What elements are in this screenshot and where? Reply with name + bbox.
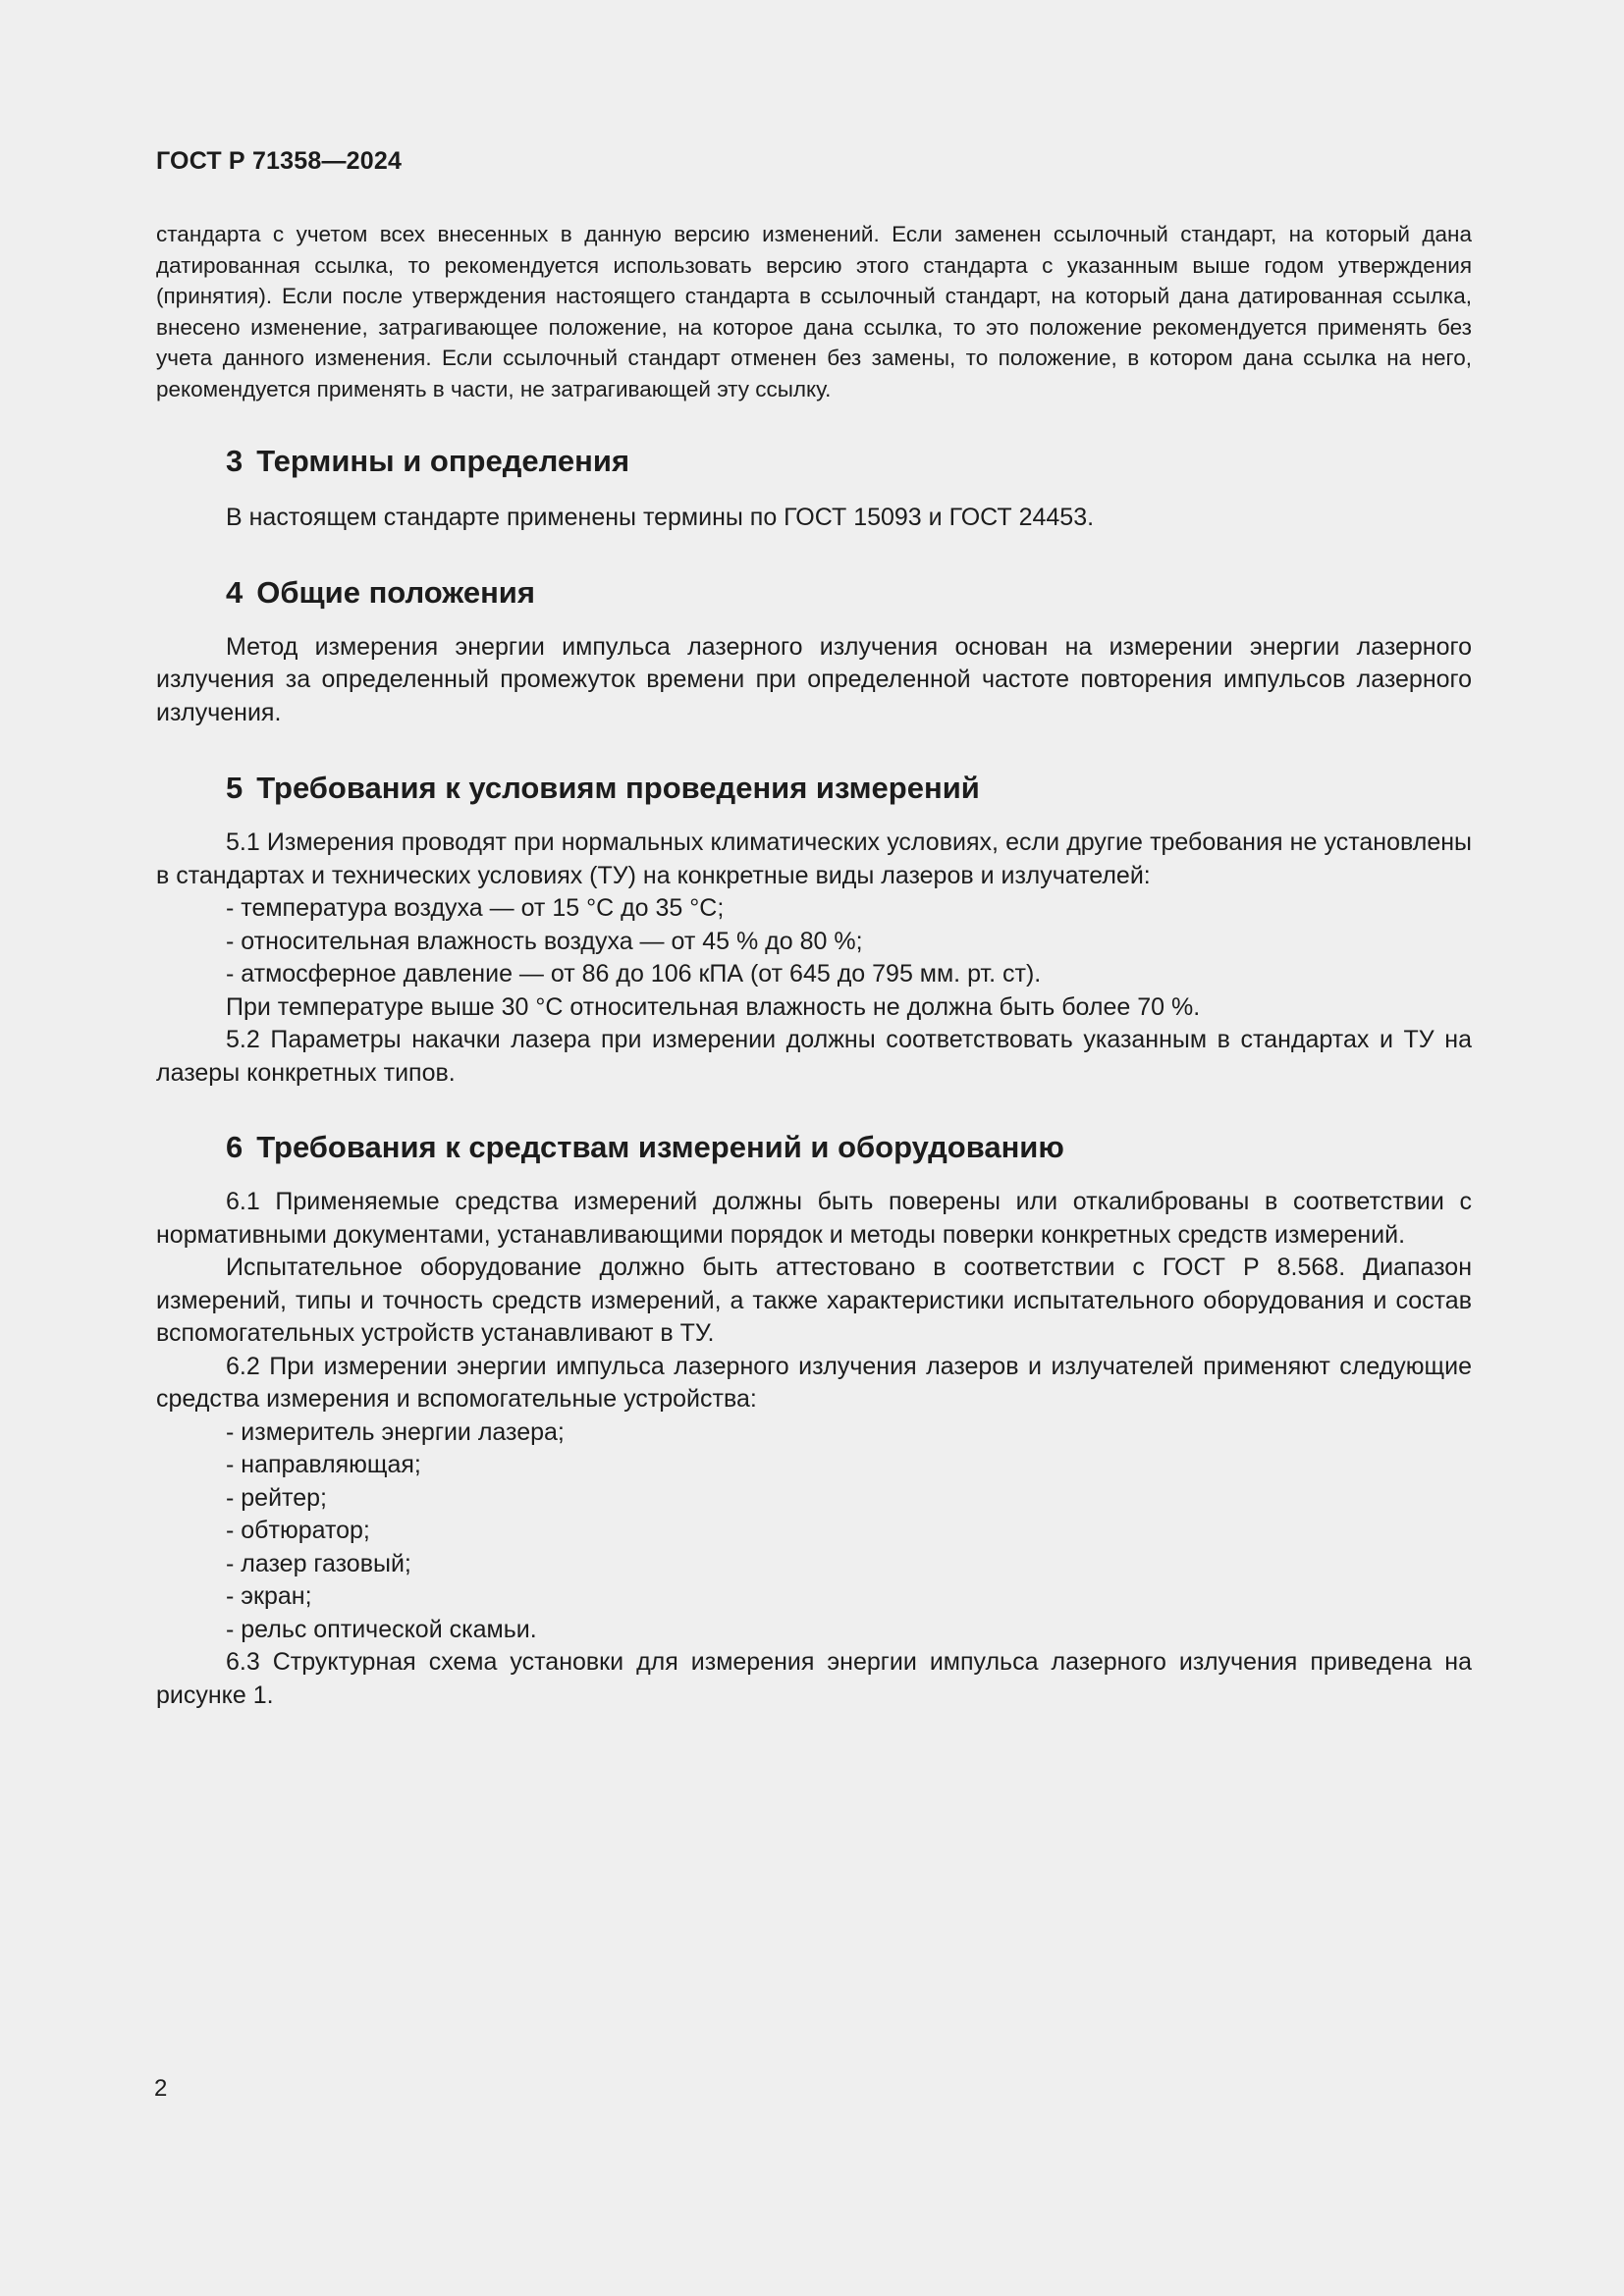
section-5-list-item: - атмосферное давление — от 86 до 106 кПА (от 645 до 795 мм. рт. ст). [226,960,1042,988]
section-5-number: 5 [226,771,244,805]
section-5-paragraph-2: При температуре выше 30 °С относительная влажность не должна быть более 70 %. [226,992,1201,1021]
section-6-list-item: - лазер газовый; [226,1549,411,1577]
section-5-paragraph-3: 5.2 Параметры накачки лазера при измерении должны соответствовать указанным в стандартах и ТУ на лазеры конкретных типов. [156,1026,1472,1087]
section-3-number: 3 [226,444,244,478]
section-6-list-item: - направляющая; [226,1451,421,1478]
document-page [156,147,1472,1712]
section-4-title-text: Общие положения [256,574,535,610]
intro-paragraph: стандарта с учетом всех внесенных в данную версию изменений. Если заменен ссылочный стандарт, на который дана датированная ссылка, то рекомендуется использовать версию этого стандарта с указанным выше годом утверждения (принятия). Если после утверждения настоящего стандарта в ссылочный стандарт, на который дана датированная ссылка, внесено изменение, затрагивающее положение, на которое дана ссылка, то это положение рекомендуется применять без учета данного изменения. Если ссылочный стандарт отменен без замены, то положение, в котором дана ссылка на него, рекомендуется применять в части, не затрагивающей эту ссылку. [156,222,1472,401]
section-6-list-item: - обтюратор; [226,1517,370,1544]
section-6-paragraph-1: 6.1 Применяемые средства измерений должны быть поверены или откалиброваны в соответствии с нормативными документами, устанавливающими порядок и методы поверки конкретных средств измерений. [156,1188,1472,1249]
document-header: ГОСТ Р 71358—2024 [156,147,403,175]
section-3-paragraph: В настоящем стандарте применены термины по ГОСТ 15093 и ГОСТ 24453. [226,504,1095,531]
section-3-title-text: Термины и определения [256,444,630,478]
section-5-title-text: Требования к условиям проведения измерений [256,771,980,805]
section-6-list-item: - экран; [226,1582,312,1610]
section-5-paragraph-1: 5.1 Измерения проводят при нормальных климатических условиях, если другие требования не установлены в стандартах и технических условиях (ТУ) на конкретные виды лазеров и излучателей: [156,828,1472,889]
section-6-title-text: Требования к средствам измерений и оборудованию [256,1130,1064,1164]
section-5-list-item: - относительная влажность воздуха — от 45 % до 80 %; [226,927,863,955]
section-5-title [156,771,1472,806]
section-6-list-item: - рельс оптической скамьи. [226,1615,537,1643]
section-6-title [156,1130,1472,1165]
section-4-number: 4 [226,574,244,610]
section-6-paragraph-2: Испытательное оборудование должно быть аттестовано в соответствии с ГОСТ Р 8.568. Диапазон измерений, типы и точность средств измерений, а также характеристики испытательного оборудования и состав вспомогательных устройств устанавливают в ТУ. [156,1254,1472,1347]
section-3-title [156,444,1472,479]
page-number: 2 [154,2075,168,2102]
section-6-paragraph-4: 6.3 Структурная схема установки для измерения энергии импульса лазерного излучения приведена на рисунке 1. [156,1648,1472,1709]
section-4-title [156,575,1472,611]
section-4-paragraph: Метод измерения энергии импульса лазерного излучения основан на измерении энергии лазерного излучения за определенный промежуток времени при определенной частоте повторения импульсов лазерного излучения. [156,632,1472,726]
section-6-list-item: - измеритель энергии лазера; [226,1417,565,1446]
section-6-list-item: - рейтер; [226,1483,327,1512]
section-6-paragraph-3: 6.2 При измерении энергии импульса лазерного излучения лазеров и излучателей применяют следующие средства измерения и вспомогательные устройства: [156,1352,1472,1413]
section-6-number: 6 [226,1130,244,1164]
section-5-list-item: - температура воздуха — от 15 °С до 35 °С; [226,894,725,922]
